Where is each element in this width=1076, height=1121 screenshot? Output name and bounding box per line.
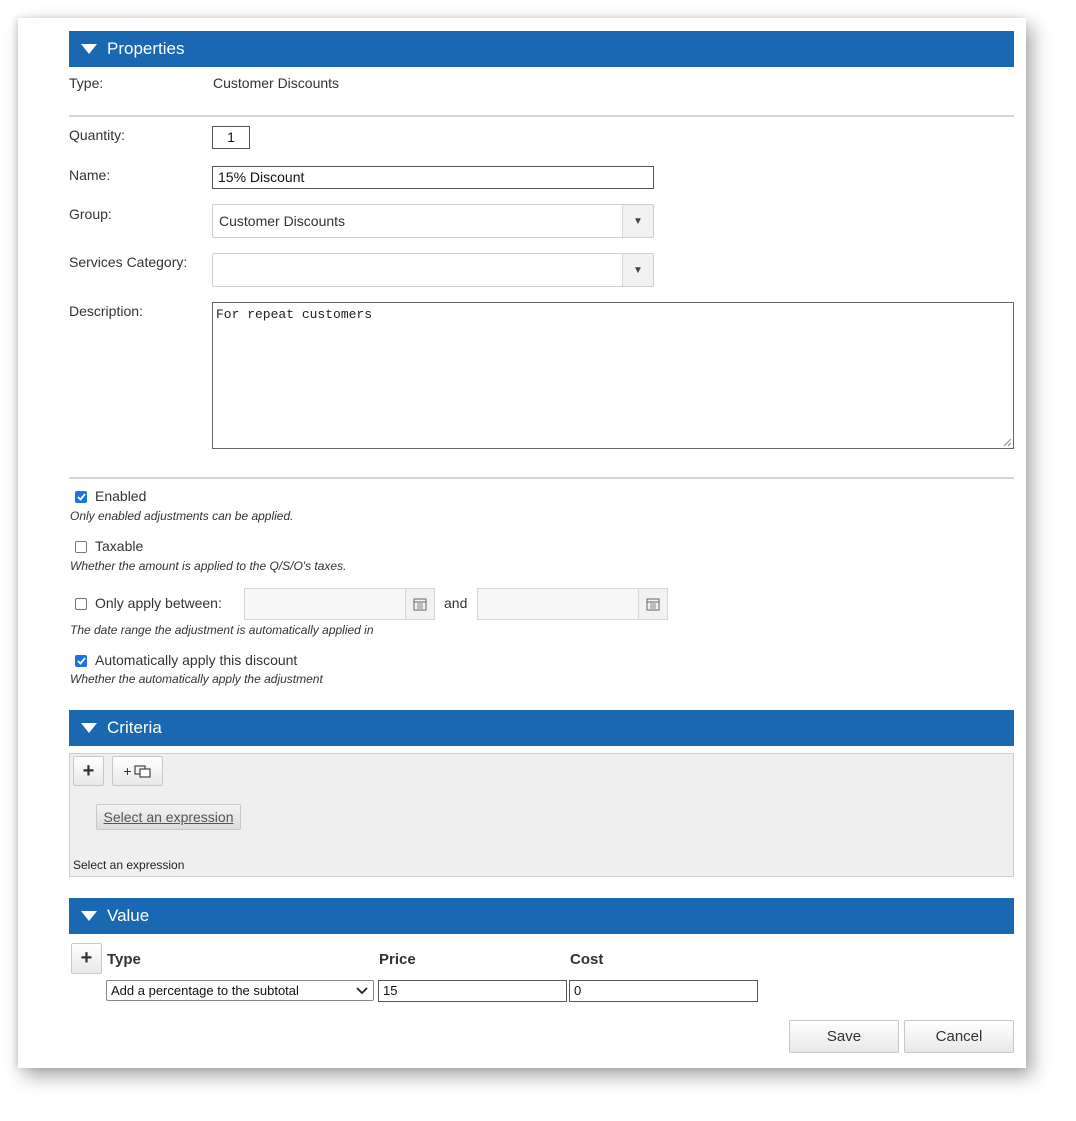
collapse-triangle-icon bbox=[81, 44, 97, 54]
group-label: Group: bbox=[69, 206, 112, 222]
auto-apply-checkbox[interactable] bbox=[75, 655, 87, 667]
add-group-button[interactable] bbox=[112, 756, 163, 786]
taxable-label[interactable]: Taxable bbox=[95, 538, 144, 554]
divider bbox=[69, 477, 1014, 479]
select-expression-button[interactable]: Select an expression bbox=[96, 804, 241, 830]
calendar-icon bbox=[413, 597, 427, 611]
divider bbox=[69, 115, 1014, 117]
group-select[interactable] bbox=[212, 204, 654, 238]
add-group-plus: + bbox=[123, 763, 132, 779]
group-select-value: Customer Discounts bbox=[219, 213, 346, 229]
auto-apply-hint: Whether the automatically apply the adjustment bbox=[70, 672, 323, 686]
type-value: Customer Discounts bbox=[213, 75, 340, 91]
type-column-header: Type bbox=[107, 951, 141, 968]
end-date-calendar-button[interactable] bbox=[638, 588, 668, 620]
add-criteria-button[interactable] bbox=[73, 756, 104, 786]
value-header[interactable] bbox=[69, 898, 1014, 934]
auto-apply-label[interactable]: Automatically apply this discount bbox=[95, 652, 298, 668]
services-category-label: Services Category: bbox=[69, 254, 188, 270]
and-label: and bbox=[444, 595, 468, 611]
taxable-hint: Whether the amount is applied to the Q/S/O's taxes. bbox=[70, 559, 347, 573]
checkmark-icon bbox=[77, 657, 86, 665]
services-category-select[interactable] bbox=[212, 253, 654, 287]
cancel-button[interactable]: Cancel bbox=[904, 1020, 1014, 1053]
criteria-header[interactable] bbox=[69, 710, 1014, 746]
quantity-label: Quantity: bbox=[69, 127, 126, 143]
add-icon: + bbox=[80, 947, 93, 969]
only-apply-hint: The date range the adjustment is automatically applied in bbox=[70, 623, 374, 637]
description-text: For repeat customers bbox=[216, 307, 373, 322]
taxable-checkbox[interactable] bbox=[75, 541, 87, 553]
name-label: Name: bbox=[69, 167, 111, 183]
checkmark-icon bbox=[77, 493, 86, 501]
cost-column-header: Cost bbox=[570, 951, 604, 968]
select-expression-text: Select an expression bbox=[73, 858, 185, 872]
only-apply-label[interactable]: Only apply between: bbox=[95, 595, 222, 611]
only-apply-checkbox[interactable] bbox=[75, 598, 87, 610]
type-label: Type: bbox=[69, 75, 104, 91]
cost-input[interactable]: 0 bbox=[569, 980, 758, 1002]
dropdown-arrow-icon[interactable]: ▼ bbox=[622, 205, 653, 237]
criteria-header-label: Criteria bbox=[107, 718, 162, 737]
enabled-hint: Only enabled adjustments can be applied. bbox=[70, 509, 294, 523]
description-textarea[interactable] bbox=[212, 302, 1014, 449]
collapse-triangle-icon bbox=[81, 723, 97, 733]
start-date-calendar-button[interactable] bbox=[405, 588, 435, 620]
save-button[interactable]: Save bbox=[789, 1020, 899, 1053]
add-icon: + bbox=[82, 759, 95, 782]
chevron-down-icon bbox=[355, 986, 369, 996]
properties-header[interactable] bbox=[69, 31, 1014, 67]
quantity-input[interactable]: 1 bbox=[212, 126, 250, 149]
price-column-header: Price bbox=[379, 951, 416, 968]
name-input[interactable]: 15% Discount bbox=[212, 166, 654, 189]
price-input[interactable]: 15 bbox=[378, 980, 567, 1002]
calendar-icon bbox=[646, 597, 660, 611]
add-value-button[interactable] bbox=[71, 943, 102, 974]
description-label: Description: bbox=[69, 303, 143, 319]
enabled-label[interactable]: Enabled bbox=[95, 488, 147, 504]
value-header-label: Value bbox=[107, 906, 150, 925]
properties-header-label: Properties bbox=[107, 39, 185, 58]
value-type-select[interactable] bbox=[106, 980, 374, 1001]
enabled-checkbox[interactable] bbox=[75, 491, 87, 503]
add-group-icon bbox=[134, 764, 152, 778]
start-date-input[interactable] bbox=[244, 588, 406, 620]
dropdown-arrow-icon[interactable]: ▼ bbox=[622, 254, 653, 286]
value-type-select-value: Add a percentage to the subtotal bbox=[111, 983, 299, 998]
resize-grip-icon[interactable] bbox=[1002, 437, 1012, 447]
collapse-triangle-icon bbox=[81, 911, 97, 921]
end-date-input[interactable] bbox=[477, 588, 639, 620]
